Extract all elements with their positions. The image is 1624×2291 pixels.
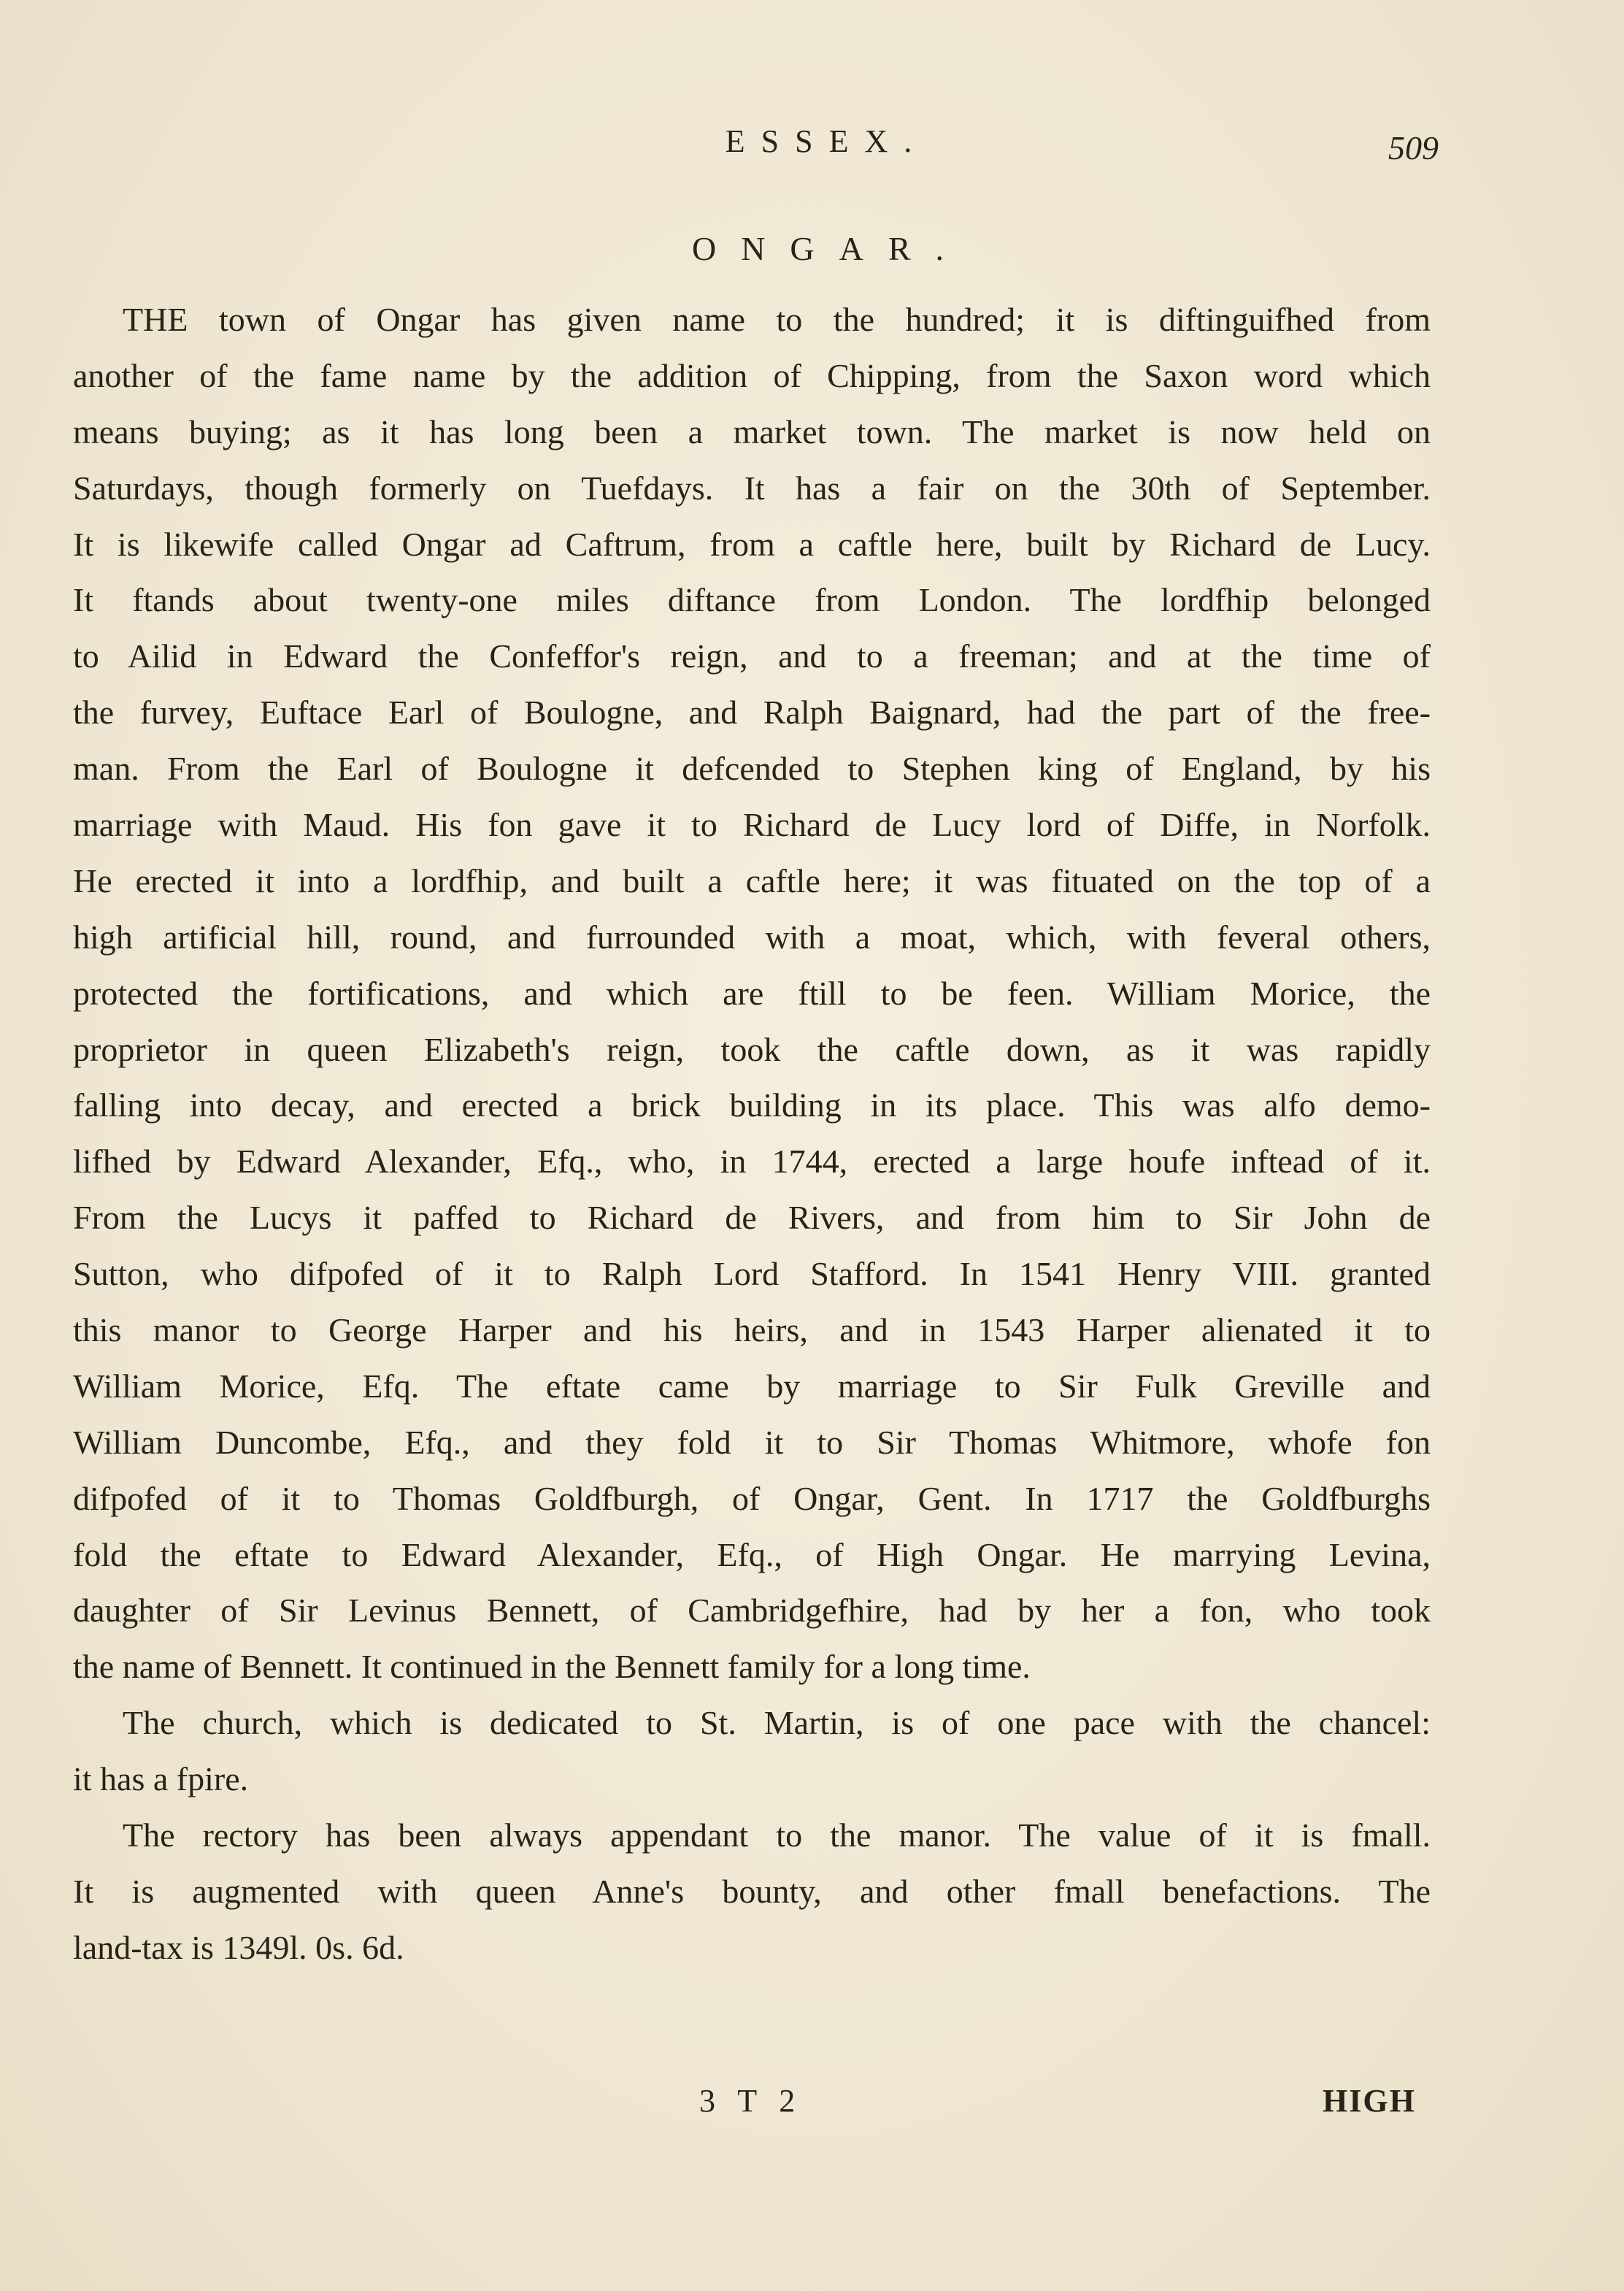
text-line: daughter of Sir Levinus Bennett, of Cambridgefhire, had by her a fon, who took: [73, 1592, 1431, 1630]
text-line: falling into decay, and erected a brick building in its place. This was alfo demo-: [73, 1086, 1431, 1124]
text-line: another of the fame name by the addition of Chipping, from the Saxon word which: [73, 356, 1431, 394]
section-title: ONGAR.: [691, 230, 969, 267]
text-line: The church, which is dedicated to St. Martin, is of one pace with the chancel:: [123, 1704, 1431, 1742]
text-line: Sutton, who difpofed of it to Ralph Lord Stafford. In 1541 Henry VIII. granted: [73, 1255, 1431, 1293]
text-line: protected the fortifications, and which are ftill to be feen. William Morice, the: [73, 974, 1431, 1012]
text-line: THE town of Ongar has given name to the hundred; it is diftinguifhed from: [123, 301, 1431, 338]
text-line: It is likewife called Ongar ad Caftrum, from a caftle here, built by Richard de Lucy.: [73, 525, 1431, 563]
text-line: He erected it into a lordfhip, and built a caftle here; it was fituated on the top of a: [73, 861, 1431, 899]
text-line: Saturdays, though formerly on Tuefdays. It has a fair on the 30th of September.: [73, 469, 1431, 507]
catchword: HIGH: [1323, 2083, 1416, 2119]
text-line: It is augmented with queen Anne's bounty, and other fmall benefactions. The: [73, 1872, 1431, 1910]
text-line: difpofed of it to Thomas Goldfburgh, of Ongar, Gent. In 1717 the Goldfburghs: [73, 1479, 1431, 1517]
text-line: means buying; as it has long been a market town. The market is now held on: [73, 412, 1431, 450]
text-line: the furvey, Euftace Earl of Boulogne, and Ralph Baignard, had the part of the free-: [73, 694, 1431, 732]
text-line: The rectory has been always appendant to the manor. The value of it is fmall.: [123, 1816, 1431, 1854]
text-line: proprietor in queen Elizabeth's reign, took the caftle down, as it was rapidly: [73, 1030, 1431, 1068]
text-line: to Ailid in Edward the Confeffor's reign, and to a freeman; and at the time of: [73, 637, 1431, 675]
text-line: marriage with Maud. His fon gave it to Richard de Lucy lord of Diffe, in Norfolk.: [73, 806, 1431, 844]
text-line: fold the eftate to Edward Alexander, Efq., of High Ongar. He marrying Levina,: [73, 1535, 1431, 1573]
body-text: [73, 292, 1431, 1976]
text-line: William Duncombe, Efq., and they fold it to Sir Thomas Whitmore, whofe fon: [73, 1423, 1431, 1461]
text-line: land-tax is 1349l. 0s. 6d.: [73, 1928, 404, 1966]
page-number: 509: [1388, 129, 1439, 166]
text-line: the name of Bennett. It continued in the Bennett family for a long time.: [73, 1648, 1031, 1686]
text-line: it has a fpire.: [73, 1760, 249, 1798]
signature-mark: 3 T 2: [699, 2083, 803, 2119]
page-footer: [0, 2082, 1624, 2126]
running-head: ESSEX.: [725, 123, 928, 159]
text-line: high artificial hill, round, and furrounded with a moat, which, with feveral others,: [73, 918, 1431, 956]
text-line: lifhed by Edward Alexander, Efq., who, in 1744, erected a large houfe inftead of it.: [73, 1143, 1431, 1181]
text-line: William Morice, Efq. The eftate came by marriage to Sir Fulk Greville and: [73, 1367, 1431, 1405]
text-line: From the Lucys it paffed to Richard de Rivers, and from him to Sir John de: [73, 1199, 1431, 1237]
text-line: man. From the Earl of Boulogne it defcended to Stephen king of England, by his: [73, 750, 1431, 788]
text-line: It ftands about twenty-one miles diftance from London. The lordfhip belonged: [73, 581, 1431, 619]
text-line: this manor to George Harper and his heirs, and in 1543 Harper alienated it to: [73, 1311, 1431, 1349]
